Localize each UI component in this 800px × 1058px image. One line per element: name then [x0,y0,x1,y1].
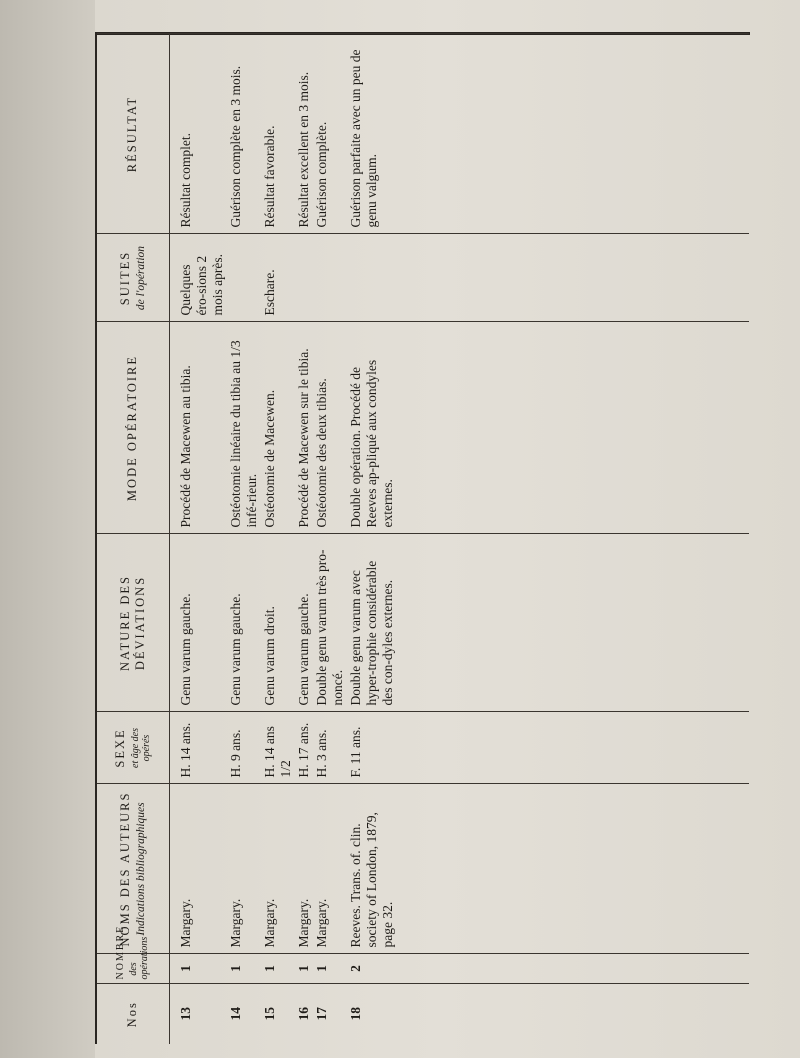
rotated-table-frame [95,34,749,1044]
table-rotator [97,34,749,1044]
col-header-nombre: NOMBRE des opérations [97,954,169,984]
header-row [97,34,169,1044]
row-mode: Procédé de Macewen au tibia. [177,365,193,528]
row-auteur: Margary. [227,898,243,948]
row-nature: Genu varum droit. [261,606,277,706]
col-header-nature: NATURE DES DÉVIATIONS [97,534,169,712]
row-auteur: Reeves. Trans. of. clin. society of London, 1879, page 32. [347,812,395,948]
row-nature: Double genu varum avec hyper-trophie considérable des con-dyles externes. [347,560,395,706]
row-resultat: Résultat excellent en 3 mois. [295,71,311,228]
row-sexe: H. 3 ans. [313,729,329,778]
row-no: 14 [227,1007,243,1021]
row-resultat: Résultat complet. [177,133,193,228]
col-suites [169,234,749,322]
col-nature [169,534,749,712]
row-no: 18 [347,1007,363,1021]
row-suites: Eschare. [261,269,277,316]
row-resultat: Guérison complète. [313,121,329,228]
col-header-no: Nos [97,984,169,1044]
row-nature: Genu varum gauche. [295,593,311,706]
deviation-table [97,34,749,1045]
row-suites [296,240,312,316]
col-header-auteurs: NOMS DES AUTEURS Indications bibliographiques [97,784,169,954]
row-auteur: Margary. [261,898,277,948]
row-nombre: 1 [313,965,329,972]
row-nombre: 1 [261,965,277,972]
row-sexe: H. 17 ans. [295,722,311,778]
row-mode: Double opération. Procédé de Reeves ap-pliqué aux condyles externes. [347,359,395,528]
row-suites [228,240,260,316]
col-auteurs [169,784,749,954]
col-header-mode: MODE OPÉRATOIRE [97,322,169,534]
row-resultat: Guérison complète en 3 mois. [227,65,243,228]
row-mode: Ostéotomie linéaire du tibia au 1/3 infé-rieur. [227,340,259,528]
row-sexe: F. 11 ans. [347,726,363,778]
row-nature: Genu varum gauche. [177,593,193,706]
row-no: 15 [261,1007,277,1021]
col-nombre [169,954,749,984]
row-nombre: 2 [347,965,363,972]
row-auteur: Margary. [295,898,311,948]
row-sexe: H. 14 ans 1/2 [261,726,293,778]
row-auteur: Margary. [177,898,193,948]
col-header-resultat: RÉSULTAT [97,34,169,234]
row-suites: Quelques éro-sions 2 mois après. [177,254,225,316]
row-mode: Procédé de Macewen sur le tibia. [295,348,311,528]
row-nombre: 1 [295,965,311,972]
row-auteur: Margary. [313,898,329,948]
row-mode: Ostéotomie des deux tibias. [313,378,329,528]
row-nature: Genu varum gauche. [227,593,243,706]
row-resultat: Guérison parfaite avec un peu de genu valgum. [347,49,379,228]
row-mode: Ostéotomie de Macewen. [261,389,277,528]
row-resultat: Résultat favorable. [261,125,277,228]
table-body [169,34,749,1044]
row-sexe: H. 9 ans. [227,729,243,778]
col-resultat [169,34,749,234]
row-sexe: H. 14 ans. [177,722,193,778]
row-suites [314,240,346,316]
page-edge-shadow [0,0,95,1058]
col-header-suites: SUITES de l'opération [97,234,169,322]
row-no: 16 [295,1007,311,1021]
col-header-sexe: SEXE et âge des opérés [97,712,169,784]
col-sexe [169,712,749,784]
row-no: 17 [313,1007,329,1021]
col-mode [169,322,749,534]
col-no [169,984,749,1044]
row-nombre: 1 [227,965,243,972]
row-no: 13 [177,1007,193,1021]
row-nature: Double genu varum très pro-noncé. [313,549,345,706]
row-nombre: 1 [177,965,193,972]
row-suites [348,240,396,316]
